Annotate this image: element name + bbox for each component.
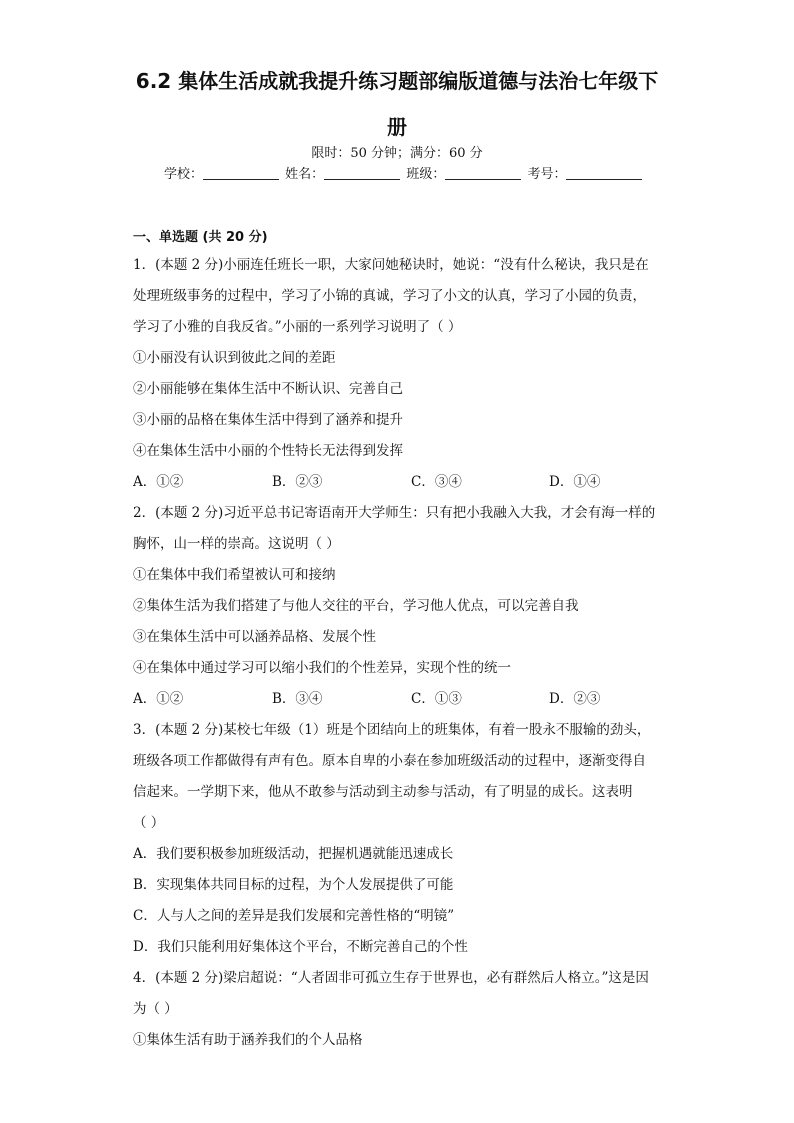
q1-stem-line: 处理班级事务的过程中，学习了小锦的真诚，学习了小文的认真，学习了小园的负责， <box>133 288 646 304</box>
q1-option-b[interactable]: B．②③ <box>272 474 323 490</box>
q1-statement: ①小丽没有认识到彼此之间的差距 <box>133 350 336 366</box>
q4-statement: ①集体生活有助于涵养我们的个人品格 <box>133 1032 363 1048</box>
q3-choice-d[interactable]: D．我们只能利用好集体这个平台，不断完善自己的个性 <box>133 939 468 955</box>
q1-statement: ②小丽能够在集体生活中不断认识、完善自己 <box>133 381 403 397</box>
section-heading: 一、单选题 (共 20 分) <box>133 230 268 245</box>
q1-statement: ③小丽的品格在集体生活中得到了涵养和提升 <box>133 412 403 428</box>
q4-stem-line: 4．(本题 2 分)梁启超说：“人者固非可孤立生存于世界也，必有群然后人格立。”这是因 <box>133 970 649 986</box>
q2-option-b[interactable]: B．③④ <box>272 691 323 707</box>
class-label: 班级： <box>406 167 446 182</box>
q4-stem-line: 为（ ） <box>133 1001 178 1017</box>
q3-choice-a[interactable]: A．我们要积极参加班级活动，把握机遇就能迅速成长 <box>133 846 454 862</box>
q2-option-a[interactable]: A．①② <box>133 691 184 707</box>
q2-statement: ②集体生活为我们搭建了与他人交往的平台，学习他人优点，可以完善自我 <box>133 598 579 614</box>
school-label: 学校： <box>164 167 204 182</box>
q1-option-a[interactable]: A．①② <box>133 474 184 490</box>
q3-stem-line: （ ） <box>133 815 165 831</box>
q2-statement: ③在集体生活中可以涵养品格、发展个性 <box>133 629 376 645</box>
name-label: 姓名： <box>285 167 325 182</box>
q2-statement: ①在集体中我们希望被认可和接纳 <box>133 567 336 583</box>
student-info-fields <box>164 165 644 184</box>
q1-option-d[interactable]: D．①④ <box>549 474 601 490</box>
q3-stem-line: 3．(本题 2 分)某校七年级（1）班是个团结向上的班集体，有着一股永不服输的劲头， <box>133 722 651 738</box>
q1-stem-line: 1．(本题 2 分)小丽连任班长一职，大家问她秘诀时，她说：“没有什么秘诀，我只是在 <box>133 257 649 273</box>
q2-stem-line: 2．(本题 2 分)习近平总书记寄语南开大学师生：只有把小我融入大我，才会有海一样的 <box>133 505 656 521</box>
q2-option-d[interactable]: D．②③ <box>549 691 601 707</box>
q3-choice-b[interactable]: B．实现集体共同目标的过程，为个人发展提供了可能 <box>133 877 454 893</box>
q2-statement: ④在集体中通过学习可以缩小我们的个性差异，实现个性的统一 <box>133 660 511 676</box>
name-blank[interactable] <box>324 165 400 180</box>
q2-stem-line: 胸怀，山一样的崇高。这说明（ ） <box>133 536 340 552</box>
exam-title-line1: 6.2 集体生活成就我提升练习题部编版道德与法治七年级下 <box>135 69 659 93</box>
class-blank[interactable] <box>445 165 521 180</box>
number-blank[interactable] <box>566 165 642 180</box>
exam-title-line2: 册 <box>387 115 407 139</box>
time-score-limits: 限时：50 分钟；满分：60 分 <box>311 146 483 161</box>
q2-option-c[interactable]: C．①③ <box>411 691 462 707</box>
q3-stem-line: 信起来。一学期下来，他从不敢参与活动到主动参与活动，有了明显的成长。这表明 <box>133 784 633 800</box>
q3-stem-line: 班级各项工作都做得有声有色。原本自卑的小泰在参加班级活动的过程中，逐渐变得自 <box>133 753 646 769</box>
q1-stem-line: 学习了小雅的自我反省。”小丽的一系列学习说明了（ ） <box>133 319 462 335</box>
number-label: 考号： <box>527 167 567 182</box>
school-blank[interactable] <box>203 165 279 180</box>
q1-statement: ④在集体生活中小丽的个性特长无法得到发挥 <box>133 443 403 459</box>
q1-option-c[interactable]: C．③④ <box>411 474 462 490</box>
q3-choice-c[interactable]: C．人与人之间的差异是我们发展和完善性格的“明镜” <box>133 908 455 924</box>
